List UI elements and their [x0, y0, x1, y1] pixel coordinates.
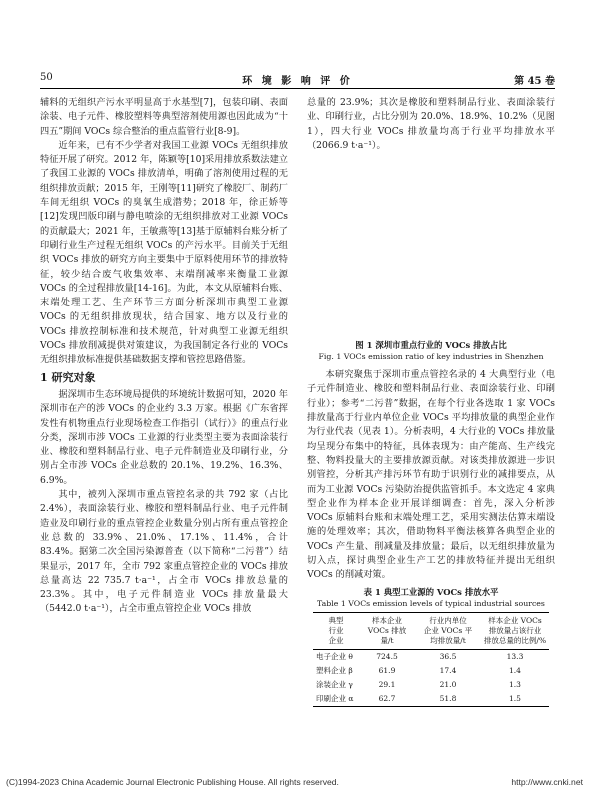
paragraph-stats: 据深圳市生态环境局提供的环境统计数据可知，2020 年深圳市在产的涉 VOCs 的企业约 3.3 万家。根据《广东省挥发性有机物重点行业现场检查工作指引（试行）》的重点行业分类，深圳市涉 VOCs 工业源的行业类型主要为表面涂装行业、橡胶和塑料制品行业、电子元件制造业及印刷行业，分别占全市涉 VOCs 企业总数的 20.1%、19.2%、16.3%、6.9%。: [40, 388, 288, 486]
header-rule: [40, 88, 555, 89]
table-row: [313, 692, 549, 707]
copyright-text: (C)1994-2023 China Academic Journal Electronic Publishing House. All rights reserved.: [6, 777, 339, 787]
paragraph-methods: 本研究聚焦于深圳市重点管控名录的 4 大典型行业（电子元件制造业、橡胶和塑料制品行业、表面涂装行业、印刷行业）；参考“二污普”数据，在每个行业各选取 1 家 VOCs 排放量高于行业内单位企业 VOCs 平均排放量的典型企业作为行业代表（见表 1）。分析表明，4 大行业的 VOCs 排放量均呈现分布集中的特征，具体表现为：由产能高、生产线完整、物料投量大的主要排放源贡献。对该类排放源进一步识别管控，分析其产排污环节有助于识别行业的减排要点，从而为工业源 VOCs 污染防治提供监管抓手。本文选定 4 家典型企业作为样本企业开展详细调查：首先，深入分析涉 VOCs 原辅料台账和末端处理工艺，采用实测法估算末端设施的处理效率；其次，借助物料平衡法核算各典型企业的 VOCs 产生量、削减量及排放量；最后，以无组织排放量为切入点，探讨典型企业生产工艺的排放特征并提出无组织 VOCs 的削减对策。: [307, 369, 555, 581]
section-heading: 1 研究对象: [40, 370, 96, 384]
table-cell: 29.1: [378, 679, 396, 689]
table-row: [313, 649, 549, 664]
table-cell: 涂装企业 γ: [316, 679, 353, 689]
table-cell: 1.5: [509, 693, 521, 703]
table-cell: 21.0: [439, 679, 457, 689]
table-cell: 1.3: [509, 679, 521, 689]
table-cell: 36.5: [439, 651, 457, 661]
header-cell: 典型 行业 企业: [328, 615, 344, 645]
figure-caption-cn: 图 1 深圳市重点行业的 VOCs 排放占比: [355, 340, 507, 351]
table-caption-cn: 表 1 典型工业源的 VOCs 排放水平: [363, 586, 499, 597]
table-cell: 724.5: [376, 651, 398, 661]
table-cell: 塑料企业 β: [316, 665, 353, 675]
emission-table: [313, 612, 549, 707]
table-cell: 51.8: [439, 693, 457, 703]
figure-area: [307, 153, 555, 339]
figure-caption-en: Fig. 1 VOCs emission ratio of key industries in Shenzhen: [318, 352, 544, 362]
paragraph-key-enterprises: 其中，被列入深圳市重点管控名录的共 792 家（占比 2.4%），表面涂装行业、橡胶和塑料制品行业、电子元件制造业及印刷行业的重点管控企业数量分别占所有重点管控企业总数的 33.9%、21.0%、17.1%、11.4%，合计 83.4%。据第二次全国污染源普查（以下简称“二污普”）结果显示，2017 年，全市 792 家重点管控企业的 VOCs 排放总量高达 22 735.7 t·a⁻¹，占全市 VOCs 排放总量的 23.3%。其中，电子元件制造业 VOCs 排放量最大（5442.0 t·a⁻¹），占全市重点管控企业 VOCs 排放: [40, 489, 288, 615]
table-cell: 电子企业 θ: [316, 651, 353, 661]
left-column: [40, 96, 288, 617]
table-cell: 61.9: [378, 665, 396, 675]
table-row: [313, 664, 549, 678]
table-cell: 62.7: [378, 693, 396, 703]
paragraph-intro-end: 辅料的无组织产污水平明显高于水基型[7]，包装印刷、表面涂装、电子元件、橡胶塑料等典型溶剂使用源也因此成为“十四五”期间 VOCs 综合整治的重点监管行业[8-9]。: [40, 97, 288, 137]
right-column: [307, 96, 555, 707]
table-header-row: [313, 612, 549, 649]
paragraph-literature: 近年来，已有不少学者对我国工业源 VOCs 无组织排放特征开展了研究。2012 年，陈颖等[10]采用排放系数法建立了我国工业源的 VOCs 排放清单，明确了溶剂使用过程的无组织排放贡献；2015 年，王刚等[11]研究了橡胶厂、制药厂车间无组织 VOCs 的臭氧生成潜势；2018 年，徐正娇等[12]发现凹版印刷与静电喷涂的无组织排放对工业源 VOCs 的贡献最大；2021 年，王敏燕等[13]基于原辅料台账分析了印刷行业生产过程无组织 VOCs 的产污水平。目前关于无组织 VOCs 排放的研究方向主要集中于原料使用环节的排放特征，较少结合废气收集效率、末端削减率来衡量工业源 VOCs 的全过程排放量[14-16]。为此，本文从原辅料台账、末端处理工艺、生产环节三方面分析深圳市典型工业源 VOCs 的无组织排放现状，结合国家、地方以及行业的 VOCs 排放控制标准和技术规范，针对典型工业源无组织 VOCs 排放削减提供对策建议，为我国制定各行业的 VOCs 无组织排放标准提供基础数据支撑和管控思路借鉴。: [40, 139, 288, 366]
table-cell: 13.3: [506, 651, 524, 661]
copyright-footer: [0, 777, 595, 791]
table-cell: 印刷企业 α: [316, 693, 354, 703]
page-number: 50: [40, 72, 53, 83]
table-cell: 17.4: [439, 665, 457, 675]
paragraph-continued: 总量的 23.9%；其次是橡胶和塑料制品行业、表面涂装行业、印刷行业，占比分别为 20.0%、18.9%、10.2%（见图 1），四大行业 VOCs 排放量均高于行业平均排放水平（2066.9 t·a⁻¹）。: [307, 97, 555, 151]
cnki-link[interactable]: http://www.cnki.net: [511, 777, 583, 787]
header-cell: 样本企业 VOCs 排放量占该行业 排放总量的比例/%: [483, 615, 547, 645]
running-header: [40, 72, 555, 86]
header-cell: 样本企业 VOCs 排放 量/t: [367, 615, 407, 645]
volume-label: 第 45 卷: [514, 76, 555, 87]
journal-title: 环 境 影 响 评 价: [242, 76, 353, 87]
table-cell: 1.4: [509, 665, 521, 675]
table-caption-en: Table 1 VOCs emission levels of typical industrial sources: [317, 598, 545, 608]
table-row: [313, 678, 549, 692]
header-cell: 行业内单位 企业 VOCs 平 均排放量/t: [423, 615, 473, 645]
